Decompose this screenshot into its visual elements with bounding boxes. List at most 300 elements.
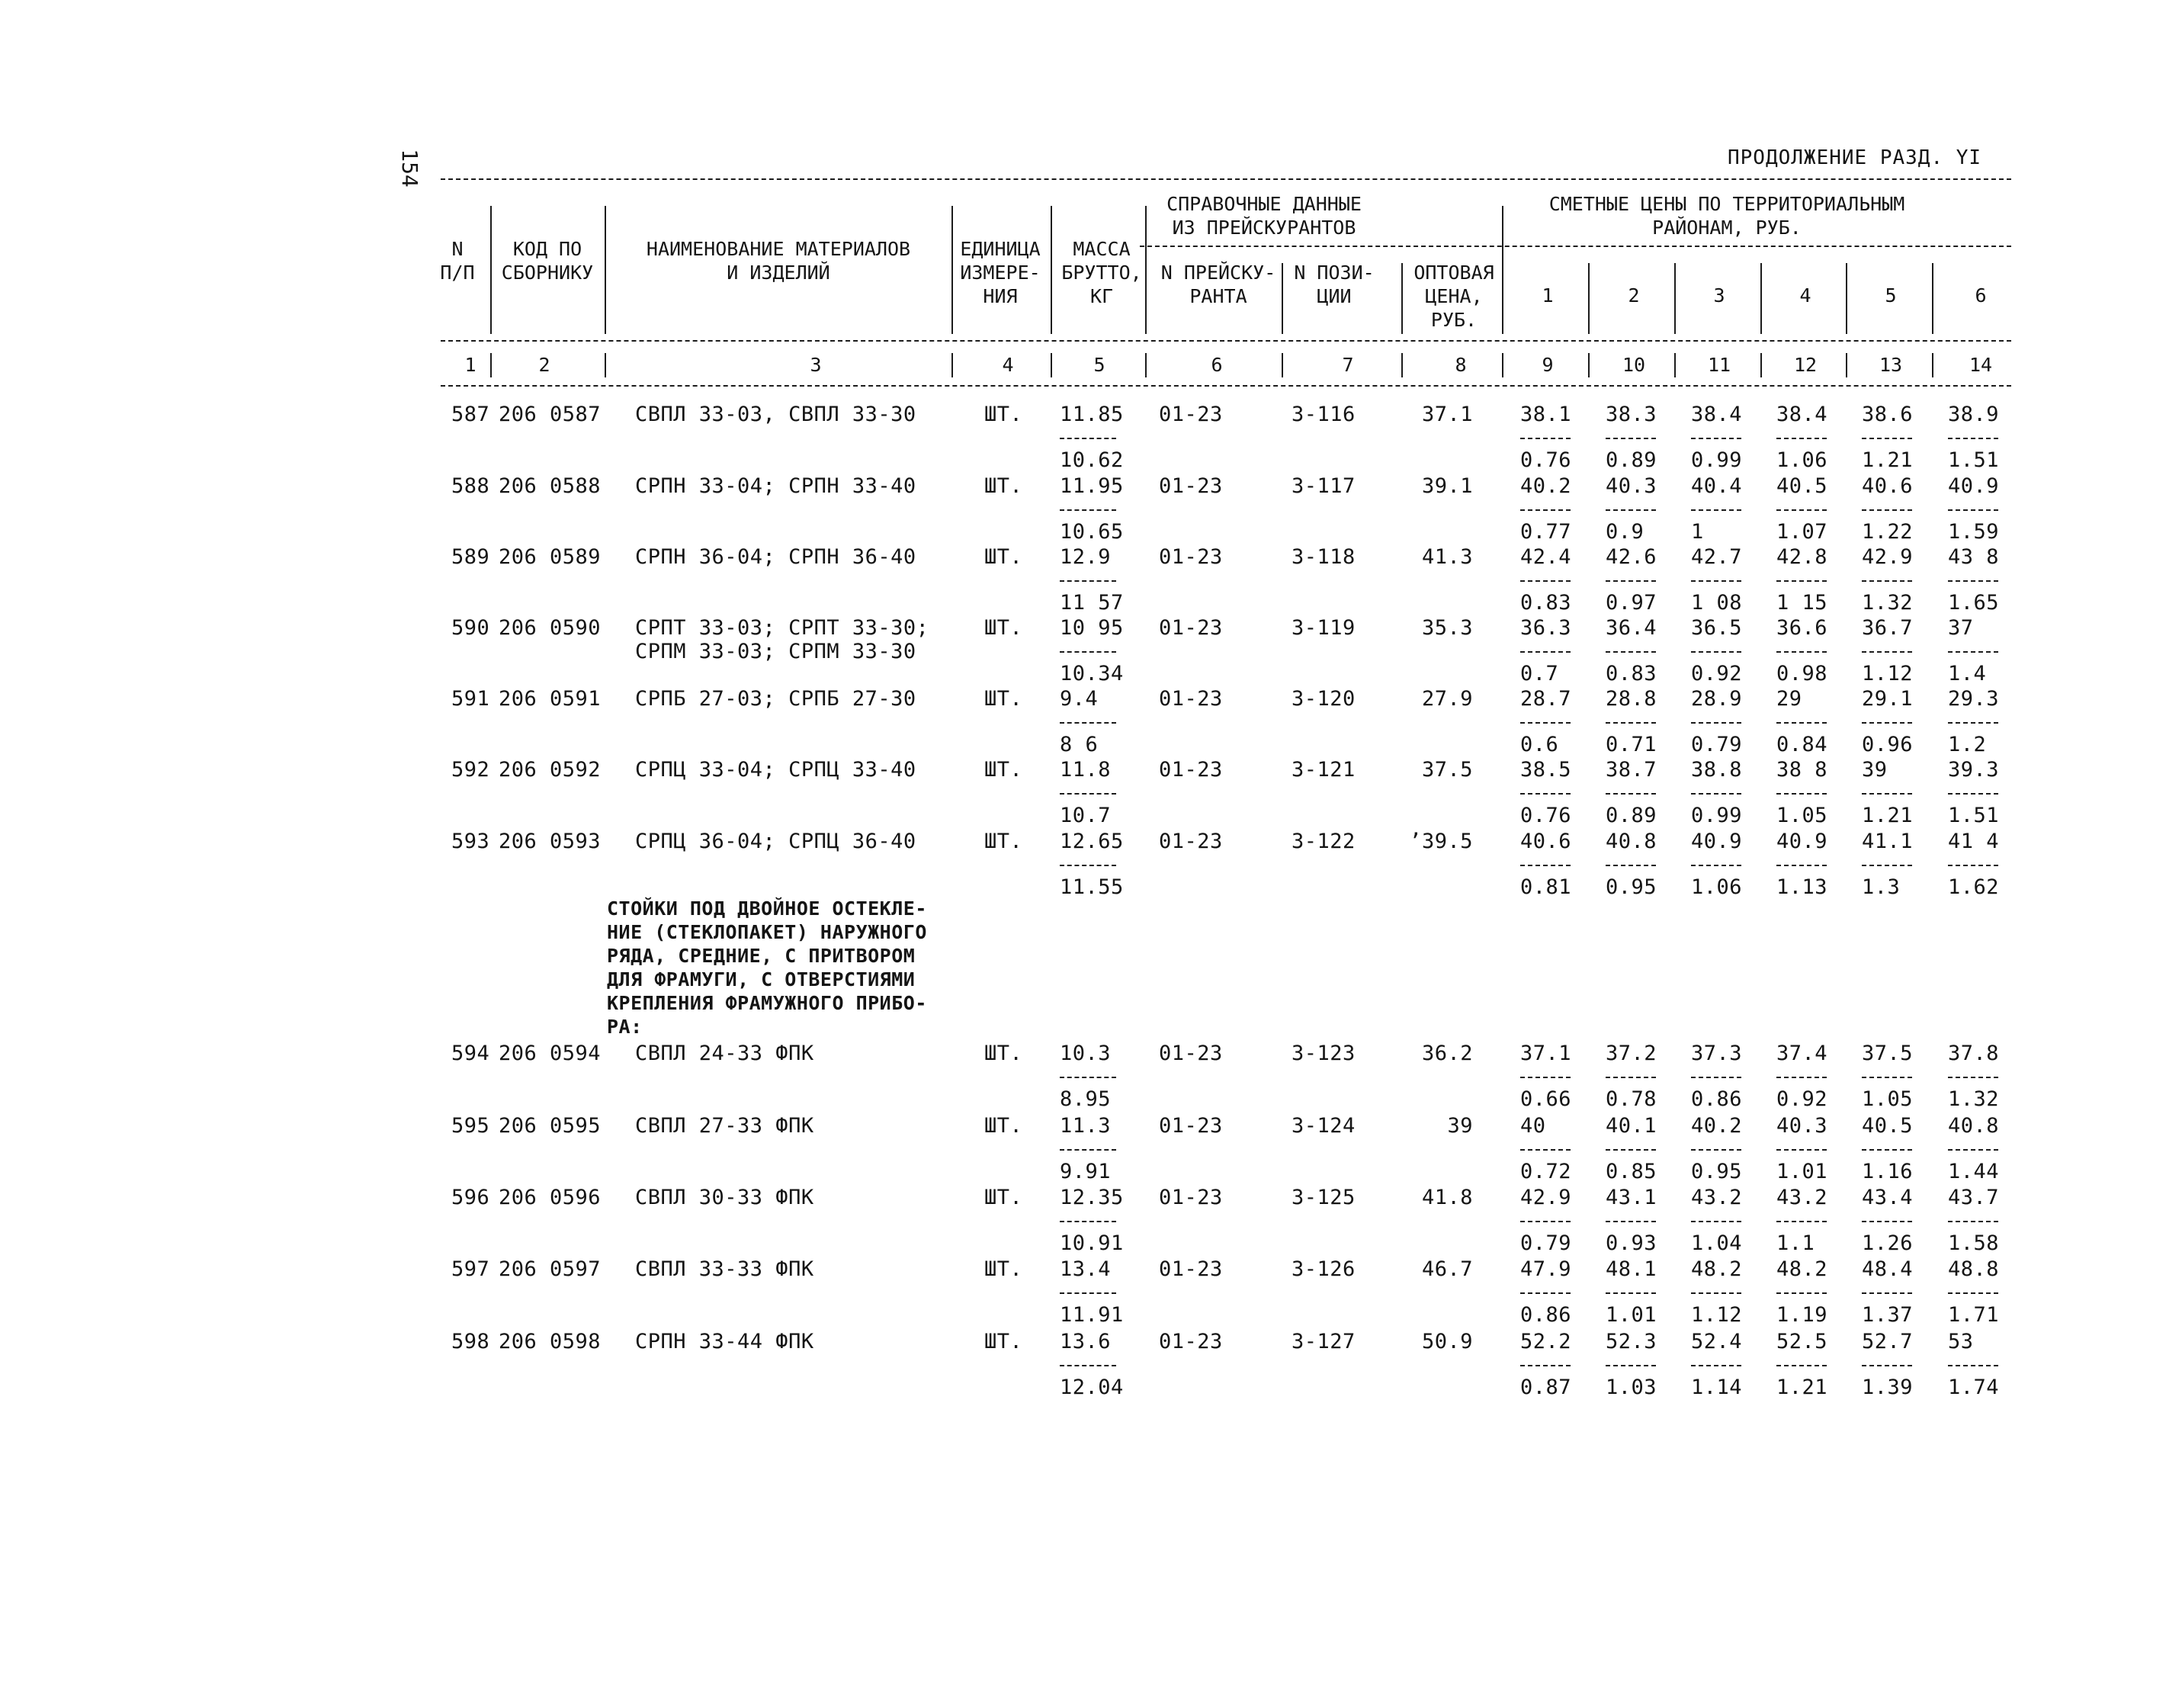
header-column-divider: [1051, 206, 1052, 334]
header-column-divider: [1502, 206, 1503, 334]
row-pricelist: 01-23: [1159, 1114, 1223, 1138]
row-price-region-1: 42.9: [1520, 1186, 1572, 1209]
price-divider: [1606, 865, 1656, 866]
row-number: 587: [451, 403, 490, 426]
column-number: 11: [1707, 354, 1731, 376]
row-price-alt-region-6: 1.32: [1948, 1087, 2000, 1111]
price-divider: [1948, 793, 1998, 795]
header-bottom-rule: [441, 340, 2011, 342]
row-price-alt-region-1: 0.81: [1520, 875, 1572, 899]
row-price-alt-region-4: 1.01: [1776, 1160, 1828, 1183]
row-pricelist: 01-23: [1159, 403, 1223, 426]
row-pricelist: 01-23: [1159, 474, 1223, 498]
price-divider: [1691, 722, 1741, 724]
row-price-alt-region-1: 0.76: [1520, 448, 1572, 472]
row-mass: 11.85: [1060, 403, 1124, 426]
row-name: СРПЦ 36-04; СРПЦ 36-40: [635, 830, 916, 853]
price-divider: [1520, 1149, 1571, 1151]
mass-divider: [1060, 1077, 1116, 1078]
row-code: 206 0587: [499, 403, 602, 426]
price-divider: [1691, 793, 1741, 795]
row-position: 3-126: [1292, 1257, 1356, 1281]
header-column-divider: [1282, 353, 1283, 377]
row-price-alt-region-5: 1.39: [1862, 1376, 1914, 1399]
header-region-6: 6: [1975, 284, 1987, 307]
header-col-pricelist: N ПРЕЙСКУ- РАНТА: [1160, 262, 1276, 307]
row-number: 589: [451, 545, 490, 569]
price-divider: [1776, 1149, 1827, 1151]
row-price-region-2: 28.8: [1606, 687, 1657, 711]
row-price-region-3: 37.3: [1691, 1042, 1743, 1065]
row-price-alt-region-2: 0.89: [1606, 804, 1657, 827]
row-price-region-5: 40.6: [1862, 474, 1914, 498]
row-price-region-6: 29.3: [1948, 687, 2000, 711]
row-code: 206 0591: [499, 687, 602, 711]
row-code: 206 0594: [499, 1042, 602, 1065]
row-price-alt-region-2: 0.89: [1606, 448, 1657, 472]
header-column-divider: [490, 353, 492, 377]
row-price-alt-region-1: 0.76: [1520, 804, 1572, 827]
row-price-alt-region-5: 1.22: [1862, 520, 1914, 544]
price-divider: [1520, 438, 1571, 439]
price-divider: [1948, 580, 1998, 582]
mass-divider: [1060, 865, 1116, 866]
row-number: 591: [451, 687, 490, 711]
mass-divider: [1060, 793, 1116, 795]
row-price-alt-region-6: 1.58: [1948, 1231, 2000, 1255]
row-wholesale: 36.2: [1421, 1042, 1473, 1065]
price-divider: [1606, 1149, 1656, 1151]
row-mass-alt: 10.65: [1060, 520, 1124, 544]
price-divider: [1948, 1292, 1998, 1294]
row-price-alt-region-1: 0.72: [1520, 1160, 1572, 1183]
row-price-region-2: 42.6: [1606, 545, 1657, 569]
row-price-alt-region-6: 1.44: [1948, 1160, 2000, 1183]
row-price-region-6: 37: [1948, 616, 1974, 640]
column-numbers-rule: [441, 385, 2011, 387]
row-price-alt-region-3: 1.12: [1691, 1303, 1743, 1327]
row-number: 592: [451, 758, 490, 782]
price-divider: [1691, 1221, 1741, 1222]
row-price-alt-region-2: 0.97: [1606, 591, 1657, 615]
row-price-region-4: 37.4: [1776, 1042, 1828, 1065]
section-continuation: ПРОДОЛЖЕНИЕ РАЗД. YI: [1728, 146, 1982, 169]
row-price-alt-region-4: 1 15: [1776, 591, 1828, 615]
mass-divider: [1060, 1221, 1116, 1222]
row-mass: 11.8: [1060, 758, 1112, 782]
row-unit: ШТ.: [984, 830, 1023, 853]
price-divider: [1520, 651, 1571, 653]
row-price-alt-region-6: 1.65: [1948, 591, 2000, 615]
row-mass: 11.95: [1060, 474, 1124, 498]
row-price-region-6: 39.3: [1948, 758, 2000, 782]
price-divider: [1606, 722, 1656, 724]
price-divider: [1776, 722, 1827, 724]
price-divider: [1520, 1292, 1571, 1294]
row-name: СВПЛ 33-03, СВПЛ 33-30: [635, 403, 916, 426]
header-column-divider: [1401, 263, 1403, 334]
row-wholesale: 35.3: [1421, 616, 1473, 640]
row-price-alt-region-5: 1.32: [1862, 591, 1914, 615]
row-price-alt-region-2: 1.01: [1606, 1303, 1657, 1327]
row-price-region-6: 38.9: [1948, 403, 2000, 426]
column-number: 1: [464, 354, 477, 376]
mass-divider: [1060, 722, 1116, 724]
row-price-alt-region-6: 1.51: [1948, 448, 2000, 472]
row-price-alt-region-6: 1.62: [1948, 875, 2000, 899]
row-price-region-5: 36.7: [1862, 616, 1914, 640]
row-price-region-1: 52.2: [1520, 1330, 1572, 1353]
price-divider: [1862, 865, 1912, 866]
row-number: 595: [451, 1114, 490, 1138]
mass-divider: [1060, 1292, 1116, 1294]
row-unit: ШТ.: [984, 1114, 1023, 1138]
row-price-region-3: 38.8: [1691, 758, 1743, 782]
header-column-divider: [1145, 353, 1147, 377]
row-position: 3-123: [1292, 1042, 1356, 1065]
row-price-region-6: 43.7: [1948, 1186, 2000, 1209]
row-code: 206 0597: [499, 1257, 602, 1281]
row-wholesale: 46.7: [1421, 1257, 1473, 1281]
row-price-alt-region-1: 0.87: [1520, 1376, 1572, 1399]
row-price-region-1: 38.5: [1520, 758, 1572, 782]
price-group-rule: [1140, 246, 2011, 247]
price-divider: [1862, 1077, 1912, 1078]
row-price-alt-region-3: 0.99: [1691, 804, 1743, 827]
row-mass: 12.35: [1060, 1186, 1124, 1209]
price-divider: [1520, 1365, 1571, 1366]
price-divider: [1862, 1221, 1912, 1222]
row-price-region-4: 52.5: [1776, 1330, 1828, 1353]
row-price-alt-region-1: 0.79: [1520, 1231, 1572, 1255]
price-divider: [1691, 1077, 1741, 1078]
row-price-region-2: 38.7: [1606, 758, 1657, 782]
row-price-region-6: 53: [1948, 1330, 1974, 1353]
row-price-region-6: 41 4: [1948, 830, 2000, 853]
row-price-alt-region-4: 1.21: [1776, 1376, 1828, 1399]
header-column-divider: [1282, 263, 1283, 334]
price-divider: [1520, 865, 1571, 866]
row-number: 596: [451, 1186, 490, 1209]
row-name: СВПЛ 24-33 ФПК: [635, 1042, 814, 1065]
row-price-alt-region-2: 0.9: [1606, 520, 1645, 544]
header-column-divider: [1401, 353, 1403, 377]
price-divider: [1691, 509, 1741, 511]
header-region-3: 3: [1713, 284, 1725, 307]
row-name-continued: СРПМ 33-03; СРПМ 33-30: [635, 640, 916, 663]
row-mass: 13.6: [1060, 1330, 1112, 1353]
column-number: 7: [1342, 354, 1354, 376]
header-region-1: 1: [1542, 284, 1554, 307]
price-divider: [1948, 1365, 1998, 1366]
price-divider: [1776, 509, 1827, 511]
row-price-region-1: 37.1: [1520, 1042, 1572, 1065]
column-number: 6: [1211, 354, 1223, 376]
row-price-alt-region-6: 1.71: [1948, 1303, 2000, 1327]
price-divider: [1606, 1365, 1656, 1366]
row-mass: 12.65: [1060, 830, 1124, 853]
row-mass: 10.3: [1060, 1042, 1112, 1065]
row-position: 3-116: [1292, 403, 1356, 426]
row-mass-alt: 9.91: [1060, 1160, 1112, 1183]
row-price-region-2: 43.1: [1606, 1186, 1657, 1209]
row-pricelist: 01-23: [1159, 758, 1223, 782]
price-divider: [1776, 1221, 1827, 1222]
row-price-region-6: 43 8: [1948, 545, 2000, 569]
row-price-alt-region-1: 0.83: [1520, 591, 1572, 615]
row-code: 206 0593: [499, 830, 602, 853]
row-name: СРПТ 33-03; СРПТ 33-30;: [635, 616, 929, 640]
row-price-region-4: 40.5: [1776, 474, 1828, 498]
column-number: 10: [1622, 354, 1646, 376]
row-position: 3-118: [1292, 545, 1356, 569]
column-number: 13: [1879, 354, 1903, 376]
price-divider: [1691, 1149, 1741, 1151]
row-name: СРПН 36-04; СРПН 36-40: [635, 545, 916, 569]
row-price-alt-region-2: 0.78: [1606, 1087, 1657, 1111]
row-unit: ШТ.: [984, 1186, 1023, 1209]
price-divider: [1606, 438, 1656, 439]
row-price-region-4: 43.2: [1776, 1186, 1828, 1209]
row-price-alt-region-1: 0.77: [1520, 520, 1572, 544]
row-price-region-4: 38.4: [1776, 403, 1828, 426]
row-price-region-2: 38.3: [1606, 403, 1657, 426]
row-price-alt-region-2: 1.03: [1606, 1376, 1657, 1399]
row-price-region-4: 36.6: [1776, 616, 1828, 640]
row-position: 3-117: [1292, 474, 1356, 498]
price-divider: [1606, 509, 1656, 511]
header-column-divider: [1760, 263, 1762, 334]
column-number: 9: [1542, 354, 1554, 376]
price-divider: [1776, 580, 1827, 582]
header-column-divider: [1588, 263, 1590, 334]
column-number: 8: [1455, 354, 1467, 376]
price-divider: [1606, 1221, 1656, 1222]
price-divider: [1948, 1221, 1998, 1222]
price-divider: [1606, 793, 1656, 795]
row-price-region-6: 37.8: [1948, 1042, 2000, 1065]
row-price-alt-region-4: 1.1: [1776, 1231, 1815, 1255]
price-divider: [1862, 509, 1912, 511]
row-mass-alt: 11.91: [1060, 1303, 1124, 1327]
row-price-alt-region-4: 1.05: [1776, 804, 1828, 827]
row-price-alt-region-6: 1.59: [1948, 520, 2000, 544]
price-divider: [1520, 1221, 1571, 1222]
row-price-region-5: 29.1: [1862, 687, 1914, 711]
price-divider: [1948, 438, 1998, 439]
row-unit: ШТ.: [984, 1257, 1023, 1281]
header-column-divider: [1846, 353, 1847, 377]
row-price-alt-region-3: 1.04: [1691, 1231, 1743, 1255]
row-price-alt-region-3: 1.06: [1691, 875, 1743, 899]
row-position: 3-127: [1292, 1330, 1356, 1353]
row-wholesale: 27.9: [1421, 687, 1473, 711]
header-col-unit: ЕДИНИЦА ИЗМЕРЕ- НИЯ: [960, 238, 1041, 307]
price-divider: [1862, 438, 1912, 439]
row-price-region-4: 42.8: [1776, 545, 1828, 569]
header-column-divider: [1760, 353, 1762, 377]
row-position: 3-125: [1292, 1186, 1356, 1209]
row-wholesale: 37.1: [1421, 403, 1473, 426]
row-price-alt-region-2: 0.85: [1606, 1160, 1657, 1183]
row-price-alt-region-4: 1.19: [1776, 1303, 1828, 1327]
column-number: 5: [1093, 354, 1105, 376]
row-price-alt-region-4: 1.07: [1776, 520, 1828, 544]
row-price-region-3: 48.2: [1691, 1257, 1743, 1281]
row-code: 206 0598: [499, 1330, 602, 1353]
row-wholesale: 41.3: [1421, 545, 1473, 569]
row-price-alt-region-6: 1.4: [1948, 662, 1987, 685]
row-name: СВПЛ 30-33 ФПК: [635, 1186, 814, 1209]
row-number: 598: [451, 1330, 490, 1353]
header-col-wholesale: ОПТОВАЯ ЦЕНА, РУБ.: [1413, 262, 1494, 331]
row-name: СРПН 33-04; СРПН 33-40: [635, 474, 916, 498]
price-divider: [1862, 580, 1912, 582]
row-unit: ШТ.: [984, 616, 1023, 640]
header-column-divider: [951, 353, 953, 377]
row-position: 3-121: [1292, 758, 1356, 782]
row-mass-alt: 11.55: [1060, 875, 1124, 899]
header-column-divider: [1674, 263, 1676, 334]
header-region-4: 4: [1799, 284, 1811, 307]
row-pricelist: 01-23: [1159, 687, 1223, 711]
row-price-region-5: 43.4: [1862, 1186, 1914, 1209]
row-name: СРПБ 27-03; СРПБ 27-30: [635, 687, 916, 711]
header-col-position: N ПОЗИ- ЦИИ: [1294, 262, 1375, 307]
header-column-divider: [1588, 353, 1590, 377]
row-mass: 13.4: [1060, 1257, 1112, 1281]
row-price-region-4: 40.9: [1776, 830, 1828, 853]
price-divider: [1776, 1077, 1827, 1078]
row-unit: ШТ.: [984, 545, 1023, 569]
row-unit: ШТ.: [984, 758, 1023, 782]
row-price-region-1: 40.6: [1520, 830, 1572, 853]
row-price-region-3: 40.2: [1691, 1114, 1743, 1138]
price-divider: [1862, 793, 1912, 795]
row-price-region-5: 38.6: [1862, 403, 1914, 426]
row-price-alt-region-6: 1.74: [1948, 1376, 2000, 1399]
row-price-alt-region-5: 1.21: [1862, 448, 1914, 472]
row-price-alt-region-1: 0.66: [1520, 1087, 1572, 1111]
row-price-region-5: 42.9: [1862, 545, 1914, 569]
row-pricelist: 01-23: [1159, 545, 1223, 569]
price-divider: [1948, 509, 1998, 511]
row-price-alt-region-3: 0.92: [1691, 662, 1743, 685]
mass-divider: [1060, 1365, 1116, 1366]
row-price-region-2: 36.4: [1606, 616, 1657, 640]
mass-divider: [1060, 438, 1116, 439]
row-price-alt-region-5: 1.37: [1862, 1303, 1914, 1327]
header-column-divider: [1051, 353, 1052, 377]
row-unit: ШТ.: [984, 474, 1023, 498]
price-divider: [1520, 793, 1571, 795]
row-price-alt-region-2: 0.83: [1606, 662, 1657, 685]
row-price-alt-region-2: 0.71: [1606, 733, 1657, 756]
price-divider: [1691, 580, 1741, 582]
row-price-region-3: 28.9: [1691, 687, 1743, 711]
price-divider: [1606, 580, 1656, 582]
row-price-region-3: 40.4: [1691, 474, 1743, 498]
price-divider: [1948, 1149, 1998, 1151]
row-price-region-3: 38.4: [1691, 403, 1743, 426]
price-divider: [1606, 651, 1656, 653]
row-price-region-3: 43.2: [1691, 1186, 1743, 1209]
group-heading: СТОЙКИ ПОД ДВОЙНОЕ ОСТЕКЛЕ- НИЕ (СТЕКЛОПАКЕТ) НАРУЖНОГО РЯДА, СРЕДНИЕ, С ПРИТВОРОМ ДЛЯ ФРАМУГИ, С ОТВЕРСТИЯМИ КРЕПЛЕНИЯ ФРАМУЖНОГО ПРИБО- РА:: [607, 897, 927, 1038]
row-price-region-1: 38.1: [1520, 403, 1572, 426]
row-price-region-1: 36.3: [1520, 616, 1572, 640]
row-price-alt-region-4: 1.06: [1776, 448, 1828, 472]
header-column-divider: [1846, 263, 1847, 334]
price-divider: [1520, 1077, 1571, 1078]
header-price-group: СМЕТНЫЕ ЦЕНЫ ПО ТЕРРИТОРИАЛЬНЫМ РАЙОНАМ, РУБ.: [1548, 193, 1905, 239]
row-mass-alt: 10.91: [1060, 1231, 1124, 1255]
row-price-region-3: 52.4: [1691, 1330, 1743, 1353]
row-price-alt-region-5: 1.05: [1862, 1087, 1914, 1111]
row-price-region-6: 48.8: [1948, 1257, 2000, 1281]
row-price-alt-region-1: 0.7: [1520, 662, 1559, 685]
header-column-divider: [1932, 353, 1933, 377]
row-code: 206 0589: [499, 545, 602, 569]
row-pricelist: 01-23: [1159, 830, 1223, 853]
row-wholesale: 41.8: [1421, 1186, 1473, 1209]
row-mass-alt: 10.7: [1060, 804, 1112, 827]
row-pricelist: 01-23: [1159, 1186, 1223, 1209]
row-price-alt-region-4: 0.98: [1776, 662, 1828, 685]
row-name: СРПЦ 33-04; СРПЦ 33-40: [635, 758, 916, 782]
row-price-region-1: 47.9: [1520, 1257, 1572, 1281]
row-price-region-2: 37.2: [1606, 1042, 1657, 1065]
row-price-region-2: 40.3: [1606, 474, 1657, 498]
row-price-region-6: 40.9: [1948, 474, 2000, 498]
row-price-alt-region-3: 1: [1691, 520, 1704, 544]
row-mass-alt: 11 57: [1060, 591, 1124, 615]
row-price-region-4: 40.3: [1776, 1114, 1828, 1138]
row-position: 3-122: [1292, 830, 1356, 853]
column-number: 3: [810, 354, 822, 376]
row-price-alt-region-5: 1.26: [1862, 1231, 1914, 1255]
price-divider: [1691, 1292, 1741, 1294]
row-position: 3-119: [1292, 616, 1356, 640]
price-divider: [1948, 1077, 1998, 1078]
price-divider: [1691, 438, 1741, 439]
row-price-region-4: 29: [1776, 687, 1802, 711]
column-number: 14: [1969, 354, 1993, 376]
header-column-divider: [1502, 353, 1503, 377]
price-divider: [1520, 722, 1571, 724]
row-pricelist: 01-23: [1159, 1330, 1223, 1353]
price-divider: [1691, 651, 1741, 653]
row-price-region-5: 41.1: [1862, 830, 1914, 853]
price-divider: [1862, 722, 1912, 724]
page-number: 154: [396, 149, 422, 188]
row-mass-alt: 10.62: [1060, 448, 1124, 472]
row-price-alt-region-3: 0.86: [1691, 1087, 1743, 1111]
row-price-region-1: 28.7: [1520, 687, 1572, 711]
row-mass-alt: 10.34: [1060, 662, 1124, 685]
row-price-alt-region-3: 0.95: [1691, 1160, 1743, 1183]
row-price-region-2: 48.1: [1606, 1257, 1657, 1281]
row-price-region-6: 40.8: [1948, 1114, 2000, 1138]
row-price-alt-region-5: 1.16: [1862, 1160, 1914, 1183]
row-pricelist: 01-23: [1159, 1257, 1223, 1281]
row-price-region-1: 42.4: [1520, 545, 1572, 569]
row-price-region-2: 40.1: [1606, 1114, 1657, 1138]
row-unit: ШТ.: [984, 687, 1023, 711]
row-unit: ШТ.: [984, 1042, 1023, 1065]
header-top-rule: [441, 178, 2011, 180]
header-column-divider: [490, 206, 492, 334]
price-divider: [1862, 651, 1912, 653]
